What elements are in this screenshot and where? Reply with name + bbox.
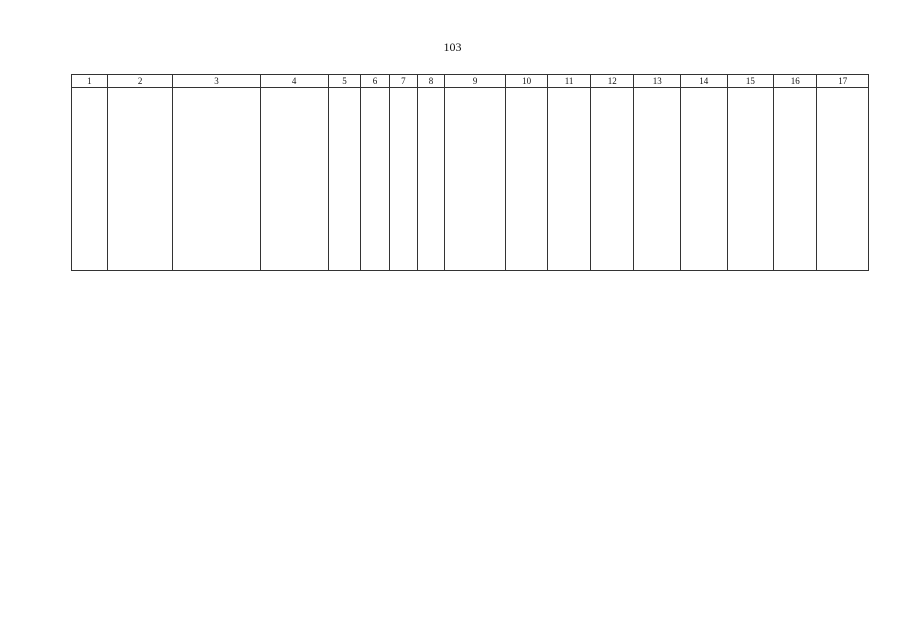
- column-number: 8: [418, 75, 445, 88]
- column-number: 3: [173, 75, 260, 88]
- column-number: 11: [547, 75, 590, 88]
- column-number-row: [72, 75, 869, 88]
- column-number: 4: [260, 75, 328, 88]
- column-number: 5: [328, 75, 361, 88]
- column-number: 10: [506, 75, 548, 88]
- column-number: 2: [107, 75, 173, 88]
- column-number: 13: [634, 75, 681, 88]
- column-number: 12: [591, 75, 634, 88]
- column-number: 14: [681, 75, 728, 88]
- column-number: 7: [389, 75, 417, 88]
- page-number: 103: [443, 40, 462, 54]
- column-number: 9: [444, 75, 505, 88]
- table-body-placeholder: [72, 88, 869, 271]
- budget-table: [71, 74, 869, 271]
- column-number: 6: [361, 75, 389, 88]
- column-number: 1: [72, 75, 108, 88]
- column-number: 17: [817, 75, 869, 88]
- column-number: 16: [774, 75, 817, 88]
- column-number: 15: [727, 75, 774, 88]
